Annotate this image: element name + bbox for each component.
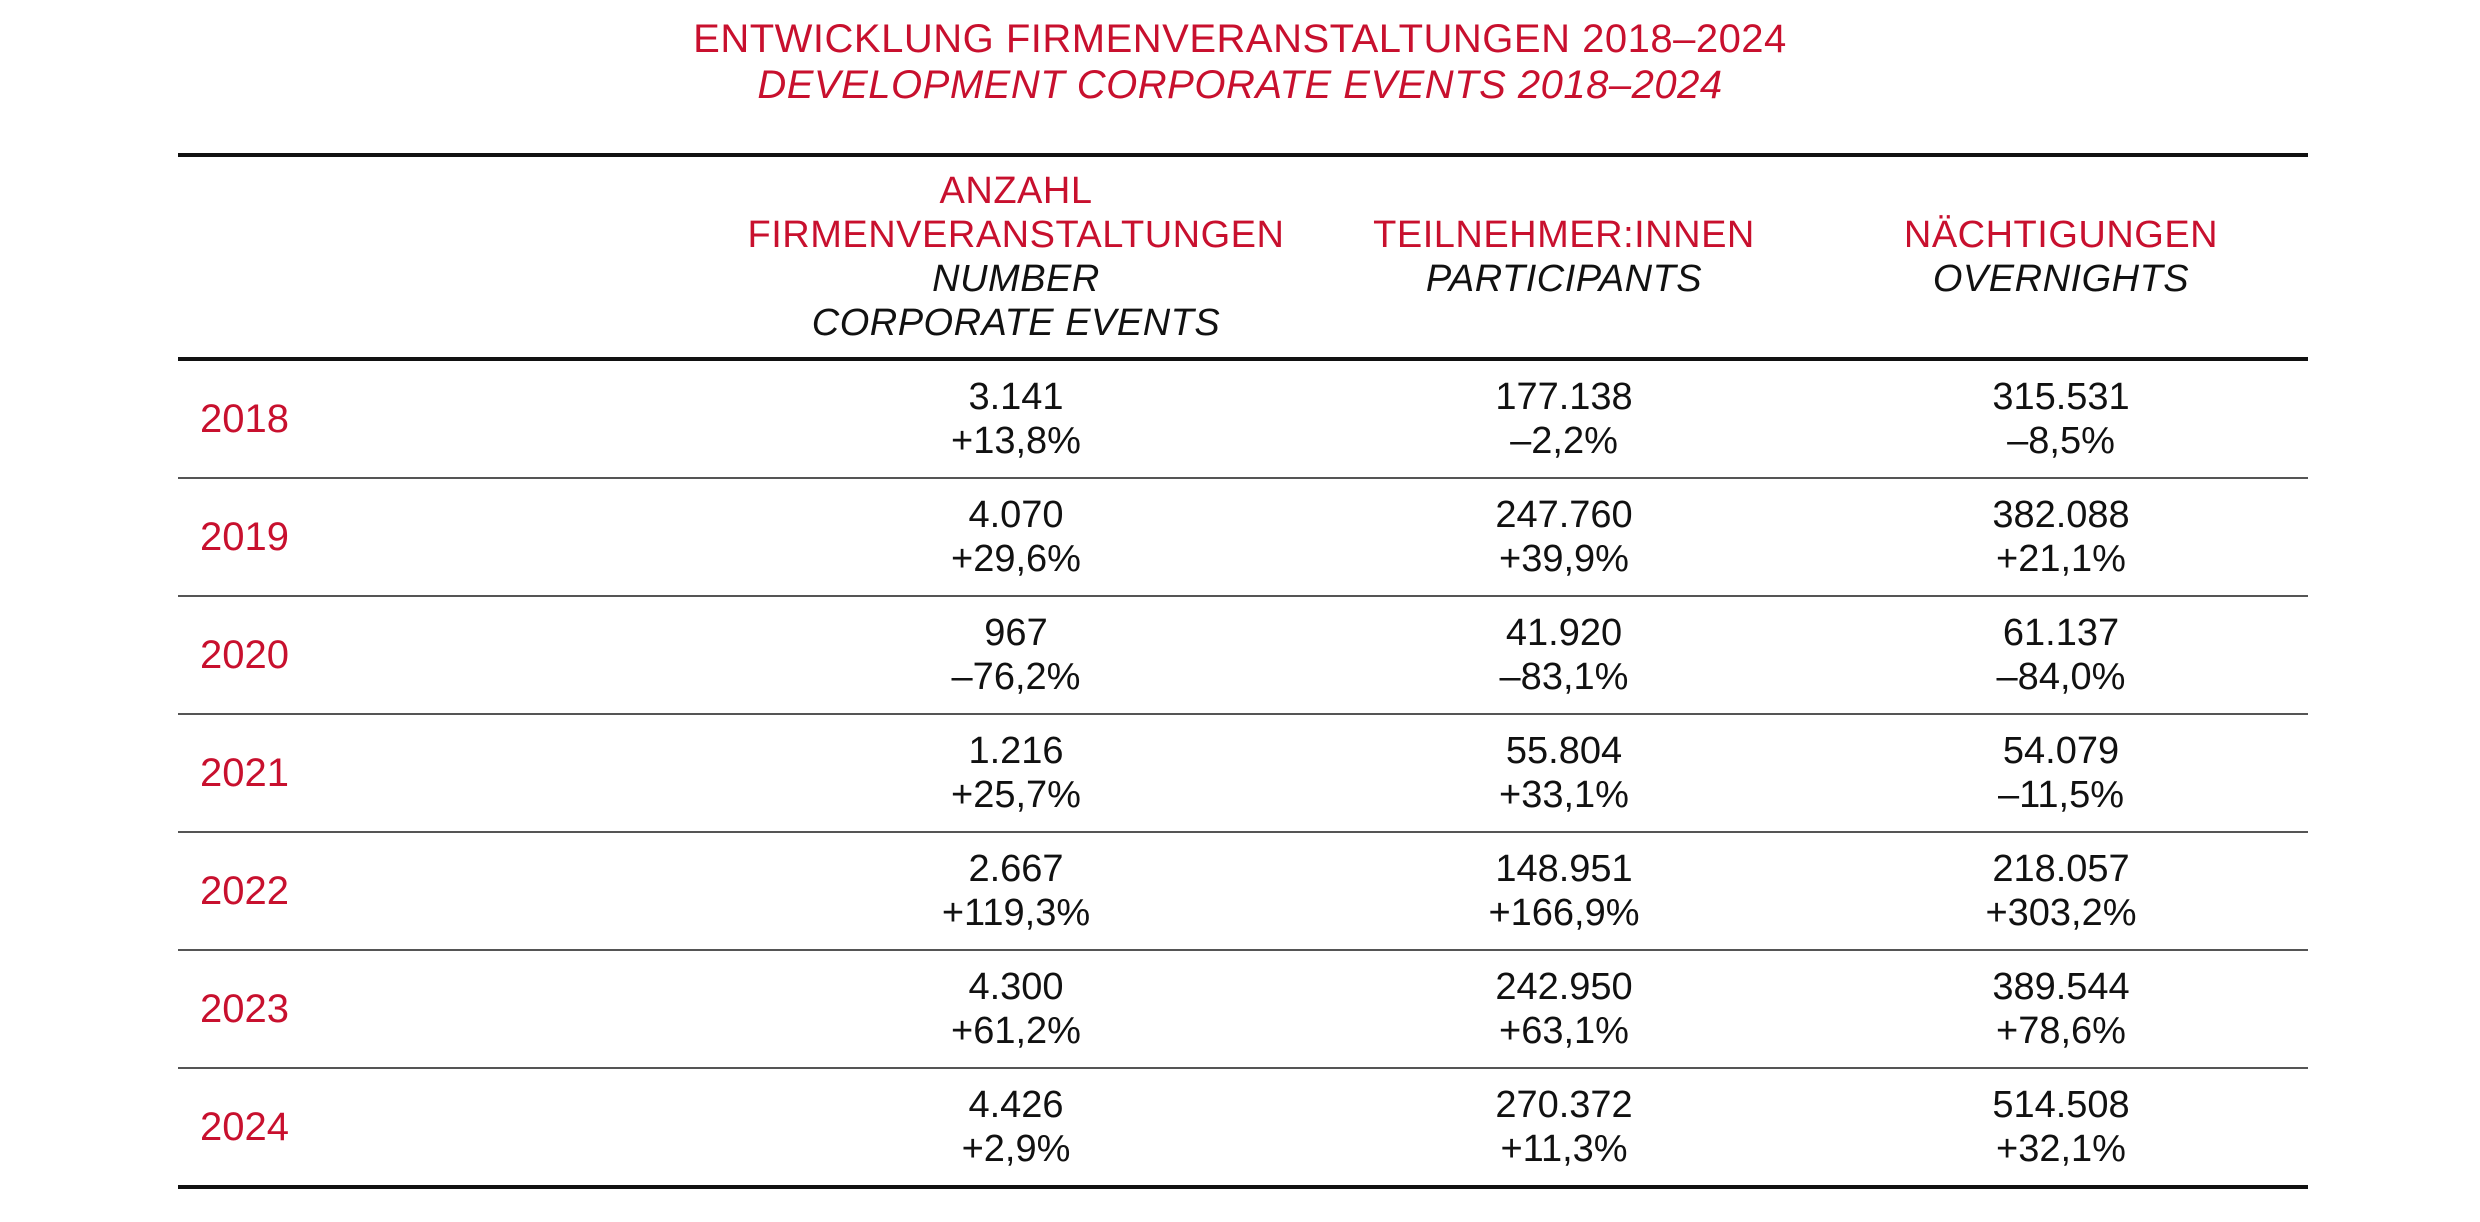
cell-value: 4.070 [968, 494, 1064, 536]
year-cell: 2020 [200, 633, 289, 677]
column-header-2 [1314, 155, 1814, 359]
cell-value: 54.079 [2002, 730, 2120, 772]
cell-change-percent: –83,1% [1499, 656, 1629, 698]
cell-value: 55.804 [1505, 730, 1623, 772]
data-table-container [178, 153, 2308, 1189]
cell-value: 218.057 [1992, 848, 2130, 890]
table-row [178, 359, 2308, 478]
column-header-german-line-1: TEILNEHMER:INNEN [1373, 214, 1755, 256]
cell-value: 242.950 [1495, 966, 1633, 1008]
cell-change-percent: –2,2% [1510, 420, 1618, 462]
column-header-english-line-2: CORPORATE EVENTS [811, 302, 1221, 344]
table-row [178, 950, 2308, 1068]
data-cell-col-3 [1814, 950, 2308, 1068]
cell-change-percent: –11,5% [1997, 774, 2125, 816]
table-row [178, 832, 2308, 950]
data-table [178, 153, 2308, 1189]
cell-value: 514.508 [1992, 1084, 2130, 1126]
cell-change-percent: +2,9% [961, 1128, 1071, 1170]
cell-change-percent: +119,3% [941, 892, 1091, 934]
column-header-german-line-1: ANZAHL [939, 170, 1093, 212]
cell-change-percent: +166,9% [1488, 892, 1640, 934]
cell-value: 148.951 [1495, 848, 1633, 890]
column-header-3 [1814, 155, 2308, 359]
cell-value: 177.138 [1495, 376, 1633, 418]
header-year-cell [178, 155, 718, 359]
data-cell-col-1 [718, 478, 1314, 596]
cell-change-percent: +33,1% [1499, 774, 1629, 816]
column-header-german [1314, 213, 1814, 257]
cell-change-percent: +63,1% [1499, 1010, 1629, 1052]
data-cell-col-2 [1314, 1068, 1814, 1187]
cell-change-percent: +39,9% [1499, 538, 1629, 580]
column-header-english-line-1: PARTICIPANTS [1425, 258, 1703, 300]
column-header-german-line-2: FIRMENVERANSTALTUNGEN [747, 214, 1285, 256]
data-cell-col-1 [718, 714, 1314, 832]
year-cell: 2022 [200, 869, 289, 913]
cell-change-percent: –76,2% [951, 656, 1081, 698]
table-row [178, 596, 2308, 714]
cell-change-percent: +303,2% [1985, 892, 2137, 934]
cell-value: 1.216 [968, 730, 1064, 772]
cell-value: 4.426 [968, 1084, 1064, 1126]
cell-value: 2.667 [968, 848, 1064, 890]
data-cell-col-2 [1314, 832, 1814, 950]
data-cell-col-2 [1314, 478, 1814, 596]
cell-value: 3.141 [968, 376, 1064, 418]
table-row [178, 714, 2308, 832]
year-cell: 2024 [200, 1105, 289, 1149]
data-cell-col-2 [1314, 714, 1814, 832]
column-header-english [1814, 257, 2308, 301]
cell-value: 270.372 [1495, 1084, 1633, 1126]
cell-value: 61.137 [2002, 612, 2120, 654]
header-row [178, 155, 2308, 359]
year-cell: 2021 [200, 751, 289, 795]
data-cell-col-2 [1314, 950, 1814, 1068]
cell-value: 389.544 [1992, 966, 2130, 1008]
data-cell-col-1 [718, 950, 1314, 1068]
year-cell: 2018 [200, 397, 289, 441]
cell-change-percent: –84,0% [1996, 656, 2126, 698]
cell-change-percent: +13,8% [951, 420, 1081, 462]
year-cell: 2023 [200, 987, 289, 1031]
cell-value: 967 [984, 612, 1048, 654]
data-cell-col-1 [718, 596, 1314, 714]
data-cell-col-1 [718, 359, 1314, 478]
data-cell-col-3 [1814, 359, 2308, 478]
table-header [178, 155, 2308, 359]
chart-title [0, 16, 2480, 108]
cell-change-percent: +29,6% [951, 538, 1081, 580]
data-cell-col-3 [1814, 1068, 2308, 1187]
cell-change-percent: +78,6% [1996, 1010, 2126, 1052]
table-row [178, 1068, 2308, 1187]
column-header-english-line-1: NUMBER [932, 258, 1100, 300]
table-row [178, 478, 2308, 596]
cell-value: 41.920 [1505, 612, 1623, 654]
data-cell-col-3 [1814, 714, 2308, 832]
title-german: ENTWICKLUNG FIRMENVERANSTALTUNGEN 2018–2024 [693, 17, 1787, 61]
data-cell-col-2 [1314, 596, 1814, 714]
data-cell-col-3 [1814, 478, 2308, 596]
cell-value: 382.088 [1992, 494, 2130, 536]
table-body [178, 359, 2308, 1187]
cell-change-percent: +11,3% [1500, 1128, 1628, 1170]
cell-value: 315.531 [1992, 376, 2130, 418]
data-cell-col-1 [718, 1068, 1314, 1187]
column-header-1 [718, 155, 1314, 359]
column-header-english [718, 257, 1314, 345]
cell-change-percent: –8,5% [2007, 420, 2115, 462]
data-cell-col-3 [1814, 832, 2308, 950]
column-header-german-line-1: NÄCHTIGUNGEN [1903, 214, 2219, 256]
cell-change-percent: +61,2% [951, 1010, 1081, 1052]
column-header-german [718, 169, 1314, 257]
title-english: DEVELOPMENT CORPORATE EVENTS 2018–2024 [757, 63, 1723, 107]
column-header-german [1814, 213, 2308, 257]
cell-change-percent: +21,1% [1996, 538, 2126, 580]
data-cell-col-2 [1314, 359, 1814, 478]
cell-value: 247.760 [1495, 494, 1633, 536]
cell-change-percent: +32,1% [1996, 1128, 2126, 1170]
column-header-english-line-1: OVERNIGHTS [1932, 258, 2190, 300]
column-header-english [1314, 257, 1814, 301]
cell-value: 4.300 [968, 966, 1064, 1008]
data-cell-col-1 [718, 832, 1314, 950]
data-cell-col-3 [1814, 596, 2308, 714]
cell-change-percent: +25,7% [951, 774, 1081, 816]
year-cell: 2019 [200, 515, 289, 559]
